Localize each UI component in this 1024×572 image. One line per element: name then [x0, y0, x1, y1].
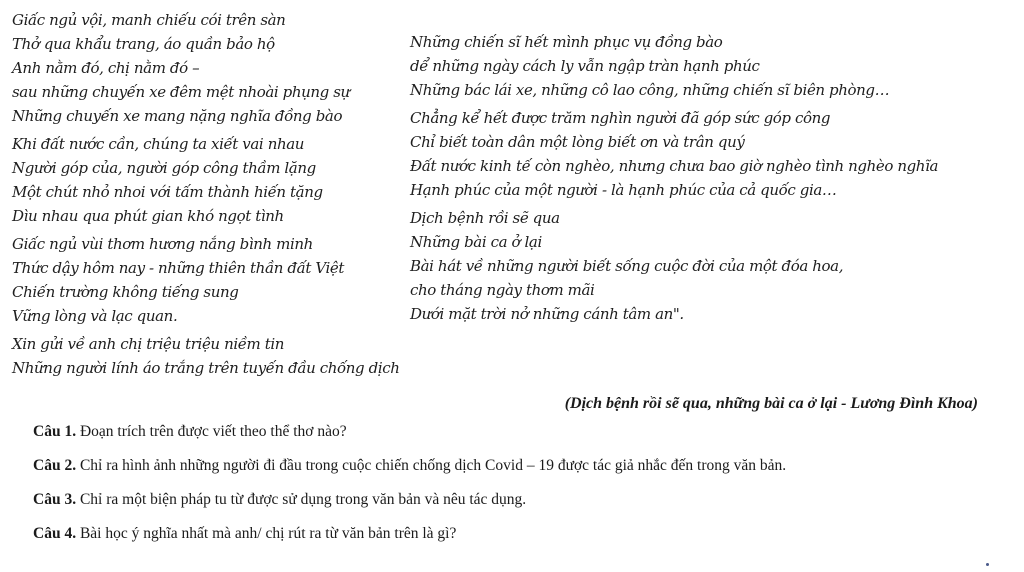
poem-line: Dịch bệnh rồi sẽ qua [410, 209, 560, 227]
poem-line: Chiến trường không tiếng sung [12, 283, 239, 301]
question-label: Câu 3. [33, 491, 77, 508]
poem-line: Đất nước kinh tế còn nghèo, nhưng chưa bao giờ nghèo tình nghèo nghĩa [410, 157, 939, 175]
scan-speck [986, 563, 989, 566]
poem-line: Thở qua khẩu trang, áo quần bảo hộ [12, 35, 275, 53]
poem-right-column [410, 30, 938, 330]
poem-line: Bài hát về những người biết sống cuộc đời của một đóa hoa, [410, 257, 844, 275]
question-list [33, 420, 786, 556]
poem-attribution: (Dịch bệnh rồi sẽ qua, những bài ca ở lại - Lương Đình Khoa) [564, 395, 978, 412]
poem-line: Giấc ngủ vùi thơm hương nắng bình minh [12, 235, 313, 253]
poem-stanza [12, 332, 399, 380]
question-text: Chỉ ra hình ảnh những người đi đầu trong cuộc chiến chống dịch Covid – 19 được tác giả nhắc đến trong văn bản. [79, 457, 787, 474]
poem-stanza [12, 132, 399, 228]
poem-line: Xin gửi về anh chị triệu triệu niềm tin [12, 335, 285, 353]
question-text: Chỉ ra một biện pháp tu từ được sử dụng trong văn bản và nêu tác dụng. [79, 491, 527, 508]
poem-stanza [410, 106, 938, 202]
poem-line: Dưới mặt trời nở những cánh tâm an". [410, 305, 684, 323]
question-text: Bài học ý nghĩa nhất mà anh/ chị rút ra từ văn bản trên là gì? [79, 525, 457, 542]
question-label: Câu 4. [33, 525, 77, 542]
poem-stanza [410, 206, 938, 326]
poem-line: sau những chuyến xe đêm mệt nhoài phụng sự [12, 83, 350, 101]
poem-line: Những người lính áo trắng trên tuyến đầu chống dịch [12, 359, 400, 377]
poem-line: Vững lòng và lạc quan. [12, 307, 178, 325]
question-item [33, 454, 786, 488]
poem-stanza [12, 232, 399, 328]
poem-line: Giấc ngủ vội, manh chiếu cói trên sàn [12, 11, 286, 29]
poem-line: Anh nằm đó, chị nằm đó – [12, 59, 200, 77]
question-text: Đoạn trích trên được viết theo thể thơ nào? [79, 423, 347, 440]
question-item [33, 420, 786, 454]
poem-stanza [410, 30, 938, 102]
poem-line: Chỉ biết toàn dân một lòng biết ơn và trân quý [410, 133, 745, 151]
poem-line: cho tháng ngày thơm mãi [410, 281, 595, 299]
poem-line: Thức dậy hôm nay - những thiên thần đất Việt [12, 259, 345, 277]
poem-stanza [12, 8, 399, 128]
question-item [33, 488, 786, 522]
poem-line: Những chiến sĩ hết mình phục vụ đồng bào [410, 33, 723, 51]
poem-line: dể những ngày cách ly vẫn ngập tràn hạnh phúc [410, 57, 760, 75]
poem-left-column [12, 8, 399, 384]
poem-line: Dìu nhau qua phút gian khó ngọt tình [12, 207, 284, 225]
poem-line: Chẳng kể hết được trăm nghìn người đã góp sức góp công [410, 109, 831, 127]
poem-line: Những bài ca ở lại [410, 233, 542, 251]
poem-line: Những chuyến xe mang nặng nghĩa đồng bào [12, 107, 343, 125]
poem-line: Một chút nhỏ nhoi với tấm thành hiến tặng [12, 183, 323, 201]
question-item [33, 522, 786, 556]
poem-line: Hạnh phúc của một người - là hạnh phúc của cả quốc gia… [410, 181, 837, 199]
poem-line: Khi đất nước cần, chúng ta xiết vai nhau [12, 135, 305, 153]
poem-line: Người góp của, người góp công thầm lặng [12, 159, 316, 177]
poem-line: Những bác lái xe, những cô lao công, những chiến sĩ biên phòng… [410, 81, 890, 99]
question-label: Câu 2. [33, 457, 77, 474]
question-label: Câu 1. [33, 423, 77, 440]
